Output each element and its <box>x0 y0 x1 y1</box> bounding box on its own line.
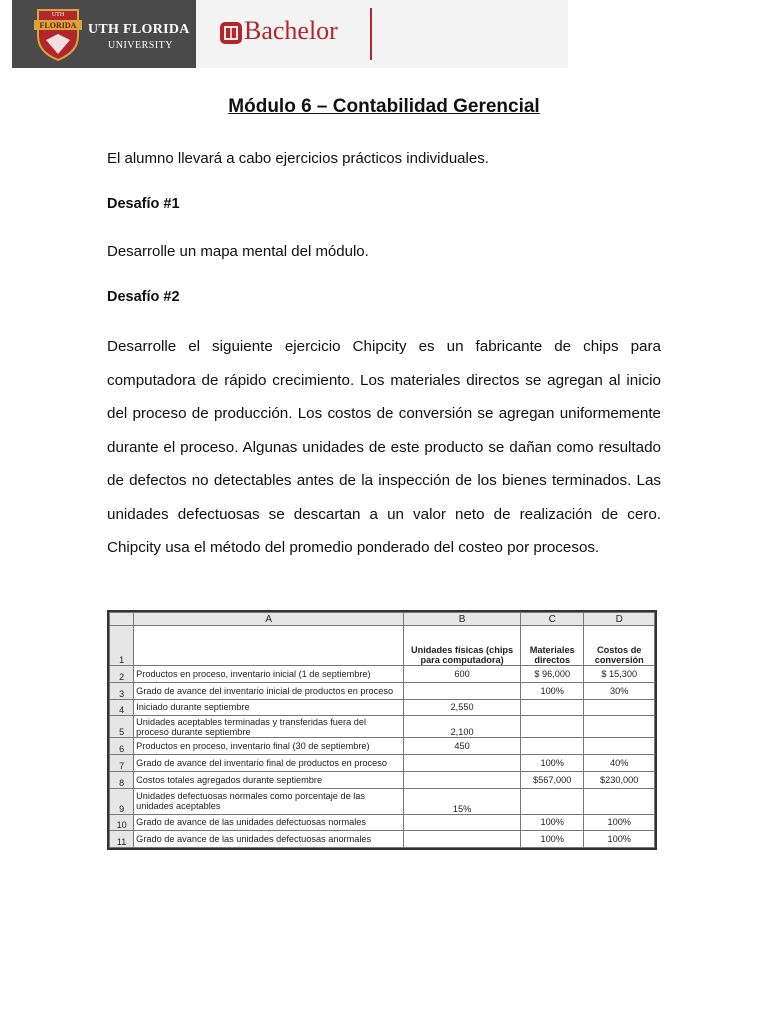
row-label: Unidades defectuosas normales como porcentaje de las unidades aceptables <box>134 788 404 814</box>
row-number: 6 <box>110 738 134 755</box>
table-cell: 15% <box>404 788 521 814</box>
row-number: 3 <box>110 682 134 699</box>
table-cell: $567,000 <box>520 771 583 788</box>
table-cell <box>134 626 404 666</box>
table-cell: 2,550 <box>404 699 521 716</box>
document-title: Módulo 6 – Contabilidad Gerencial <box>228 96 540 117</box>
challenge1-heading: Desafío #1 <box>107 196 180 212</box>
program-name: Bachelor <box>244 16 338 45</box>
row-number: 11 <box>110 831 134 848</box>
table-row <box>110 682 655 699</box>
header-physical-units: Unidades físicas (chips para computadora) <box>404 626 521 666</box>
crest-icon <box>32 6 84 62</box>
table-cell: 100% <box>520 755 583 772</box>
table-cell <box>404 831 521 848</box>
table-row <box>110 716 655 738</box>
table-cell: 2,100 <box>404 716 521 738</box>
table-cell <box>584 738 655 755</box>
crest-band-text: FLORIDA <box>39 21 77 30</box>
row-number: 1 <box>110 626 134 666</box>
table-cell <box>520 738 583 755</box>
row-label: Productos en proceso, inventario inicial (1 de septiembre) <box>134 666 404 683</box>
row-number: 5 <box>110 716 134 738</box>
row-number: 7 <box>110 755 134 772</box>
book-icon <box>220 22 242 44</box>
row-label: Grado de avance de las unidades defectuosas anormales <box>134 831 404 848</box>
challenge2-heading: Desafío #2 <box>107 289 180 305</box>
challenge1-text: Desarrolle un mapa mental del módulo. <box>107 243 369 260</box>
challenge2-text: Desarrolle el siguiente ejercicio Chipcity es un fabricante de chips para computadora de rápido crecimiento. Los materiales directos se agregan al inicio del proceso de producción. Los costos de conversión se agregan uniformemente durante el proceso. Algunas unidades de este producto se dañan como resultado de defectos no detectables antes de la inspección de los bienes terminados. Las unidades defectuosas se descartan a un valor neto de realización de cero. Chipcity usa el método del promedio ponderado del costeo por procesos. <box>107 338 661 556</box>
table-cell <box>404 771 521 788</box>
row-number: 9 <box>110 788 134 814</box>
table-row <box>110 666 655 683</box>
university-subtitle: UNIVERSITY <box>108 40 173 51</box>
column-header: B <box>404 613 521 626</box>
sheet-corner <box>110 613 134 626</box>
column-header: A <box>134 613 404 626</box>
table-cell <box>584 699 655 716</box>
table-cell: $ 96,000 <box>520 666 583 683</box>
column-header: C <box>520 613 583 626</box>
table-row <box>110 699 655 716</box>
column-header: D <box>584 613 655 626</box>
table-cell <box>404 814 521 831</box>
table-cell: 100% <box>520 831 583 848</box>
table-cell <box>404 682 521 699</box>
row-label: Costos totales agregados durante septiembre <box>134 771 404 788</box>
table-cell: 30% <box>584 682 655 699</box>
row-number: 4 <box>110 699 134 716</box>
table-cell: 100% <box>584 814 655 831</box>
table-cell: 100% <box>520 814 583 831</box>
table-row <box>110 814 655 831</box>
row-label: Grado de avance del inventario final de productos en proceso <box>134 755 404 772</box>
header-conversion-costs: Costos de conversión <box>584 626 655 666</box>
table-row <box>110 738 655 755</box>
table-cell <box>584 788 655 814</box>
table-cell: $230,000 <box>584 771 655 788</box>
row-label: Grado de avance de las unidades defectuosas normales <box>134 814 404 831</box>
table-cell <box>584 716 655 738</box>
table-cell: 40% <box>584 755 655 772</box>
table-cell <box>404 755 521 772</box>
table-cell <box>520 716 583 738</box>
row-label: Grado de avance del inventario inicial de productos en proceso <box>134 682 404 699</box>
table-cell: 600 <box>404 666 521 683</box>
row-number: 10 <box>110 814 134 831</box>
header-direct-materials: Materiales directos <box>520 626 583 666</box>
university-name: UTH FLORIDA <box>88 22 190 37</box>
row-number: 8 <box>110 771 134 788</box>
table-row <box>110 755 655 772</box>
row-label: Productos en proceso, inventario final (30 de septiembre) <box>134 738 404 755</box>
table-row <box>110 771 655 788</box>
table-cell: $ 15,300 <box>584 666 655 683</box>
table-row <box>110 831 655 848</box>
row-number: 2 <box>110 666 134 683</box>
table-cell <box>520 699 583 716</box>
spreadsheet-table <box>107 610 657 850</box>
table-cell: 100% <box>584 831 655 848</box>
table-row <box>110 788 655 814</box>
crest-top-text: UTH <box>51 12 65 18</box>
table-cell: 100% <box>520 682 583 699</box>
row-label: Iniciado durante septiembre <box>134 699 404 716</box>
row-label: Unidades aceptables terminadas y transferidas fuera del proceso durante septiembre <box>134 716 404 738</box>
intro-text: El alumno llevará a cabo ejercicios prácticos individuales. <box>107 150 489 167</box>
table-cell <box>520 788 583 814</box>
table-cell: 450 <box>404 738 521 755</box>
banner-divider <box>370 8 372 60</box>
